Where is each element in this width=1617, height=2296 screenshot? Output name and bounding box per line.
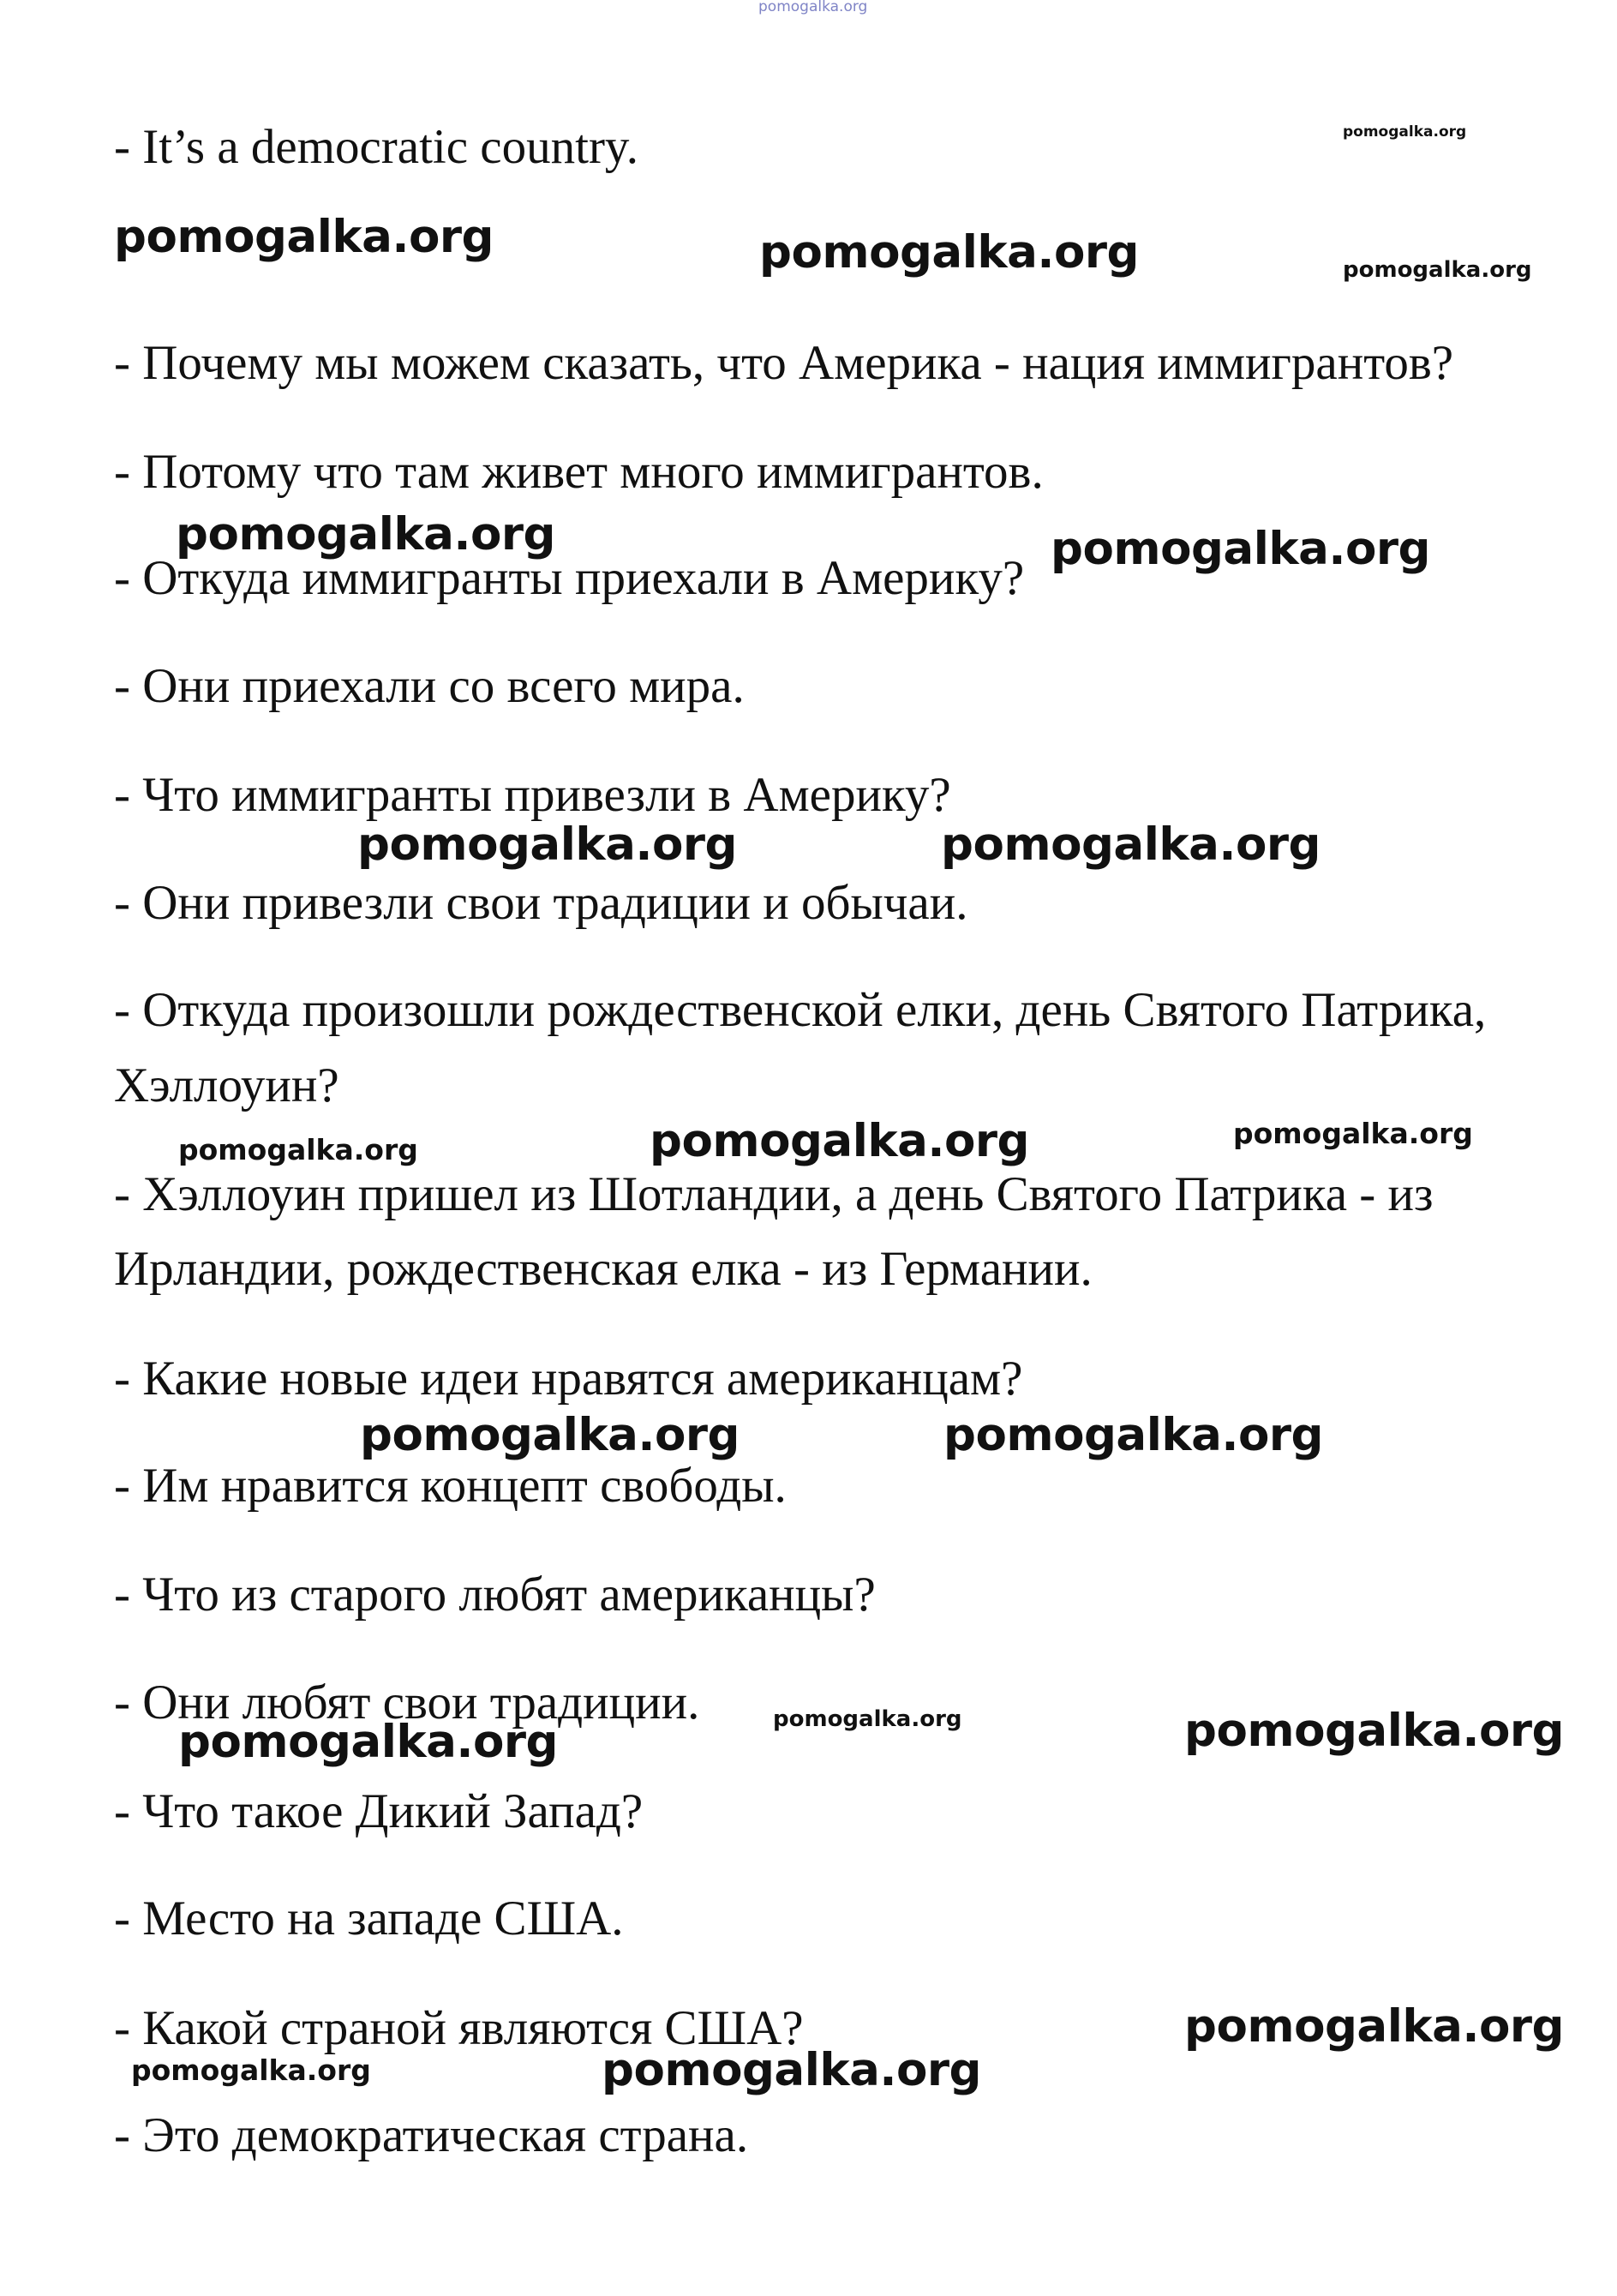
watermark: pomogalka.org: [357, 818, 737, 871]
text-line: - Откуда произошли рождественской елки, день Святого Патрика,: [114, 983, 1487, 1037]
watermark: pomogalka.org: [1184, 1705, 1564, 1757]
watermark: pomogalka.org: [178, 1133, 418, 1166]
text-line: - Им нравится концепт свободы.: [114, 1459, 787, 1513]
watermark: pomogalka.org: [178, 1716, 558, 1768]
text-line: - Они любят свои традиции.: [114, 1676, 700, 1729]
watermark: pomogalka.org: [759, 226, 1139, 279]
text-line: - Потому что там живет много иммигрантов.: [114, 445, 1044, 499]
text-line: Хэллоуин?: [114, 1058, 339, 1112]
text-line: - Что такое Дикий Запад?: [114, 1784, 644, 1838]
text-line: - Что из старого любят американцы?: [114, 1568, 876, 1622]
text-line: - It’s a democratic country.: [114, 120, 638, 174]
watermark: pomogalka.org: [1184, 2000, 1564, 2053]
text-line: - Какой страной являются США?: [114, 2001, 804, 2055]
watermark: pomogalka.org: [1343, 257, 1532, 283]
text-line: - Место на западе США.: [114, 1891, 624, 1945]
text-line: - Какие новые идеи нравятся американцам?: [114, 1352, 1023, 1406]
text-line: - Откуда иммигранты приехали в Америку?: [114, 551, 1025, 605]
text-line: - Почему мы можем сказать, что Америка - нация иммигрантов?: [114, 336, 1454, 390]
watermark: pomogalka.org: [114, 211, 494, 263]
watermark: pomogalka.org: [602, 2044, 981, 2096]
watermark: pomogalka.org: [650, 1115, 1029, 1167]
watermark: pomogalka.org: [131, 2053, 371, 2087]
text-line: - Они приехали со всего мира.: [114, 659, 745, 713]
text-line: Ирландии, рождественская елка - из Германии.: [114, 1242, 1093, 1296]
text-line: - Это демократическая страна.: [114, 2108, 749, 2162]
watermark: pomogalka.org: [943, 1409, 1323, 1461]
watermark: pomogalka.org: [360, 1409, 740, 1461]
watermark: pomogalka.org: [773, 1706, 962, 1732]
watermark: pomogalka.org: [1343, 123, 1467, 141]
header-watermark: pomogalka.org: [758, 0, 868, 15]
watermark: pomogalka.org: [1233, 1117, 1473, 1150]
text-line: - Они привезли свои традиции и обычаи.: [114, 876, 968, 930]
watermark: pomogalka.org: [176, 508, 555, 561]
text-line: - Что иммигранты привезли в Америку?: [114, 768, 951, 822]
watermark: pomogalka.org: [1051, 523, 1430, 575]
watermark: pomogalka.org: [941, 818, 1321, 871]
text-line: - Хэллоуин пришел из Шотландии, а день Святого Патрика - из: [114, 1167, 1434, 1221]
